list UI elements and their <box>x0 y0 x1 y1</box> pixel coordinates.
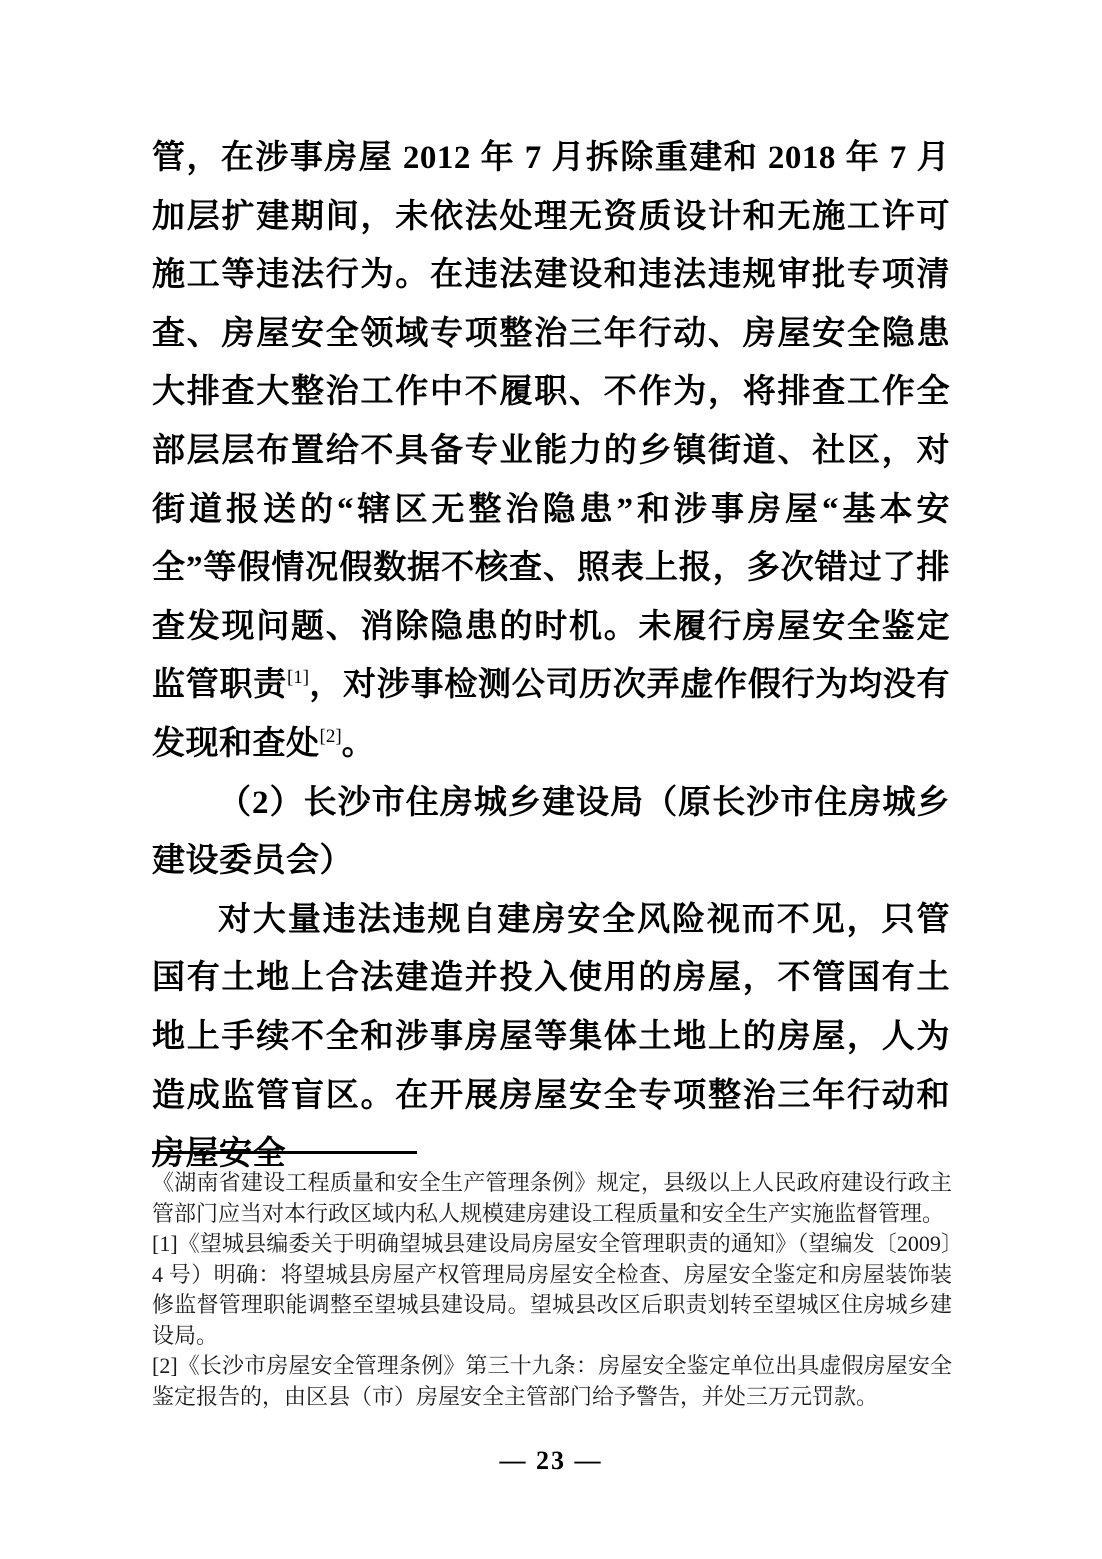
footnote-2 <box>152 1351 952 1412</box>
paragraph-text: 管，在涉事房屋 2012 年 7 月拆除重建和 2018 年 7 月加层扩建期间，未依法处理无资质设计和无施工许可施工等违法行为。在违法建设和违法违规审批专项清查、房屋安全领域专项整治三年行动、房屋安全隐患大排查大整治工作中不履职、不作为，将排查工作全部层层布置给不具备专业能力的乡镇街道、社区，对街道报送的“辖区无整治隐患”和涉事房屋“基本安全”等假情况假数据不核查、照表上报，多次错过了排查发现问题、消除隐患的时机。未履行房屋安全鉴定监管职责 <box>152 140 950 704</box>
page-number: — 23 — <box>499 1446 603 1475</box>
footnote-ref-1: [1] <box>286 667 310 689</box>
paragraph: 对大量违法违规自建房安全风险视而不见，只管国有土地上合法建造并投入使用的房屋，不管国有土地上手续不全和涉事房屋等集体土地上的房屋，人为造成监管盲区。在开展房屋安全专项整治三年行动和房屋安全 <box>152 901 950 1173</box>
footnote-2-marker: [2] <box>152 1353 178 1378</box>
footnote-2-text: 《长沙市房屋安全管理条例》第三十九条：房屋安全鉴定单位出具虚假房屋安全鉴定报告的，由区县（市）房屋安全主管部门给予警告，并处三万元罚款。 <box>152 1353 952 1409</box>
footnote-separator-rule <box>152 1151 417 1154</box>
paragraph-text: 。 <box>341 725 376 762</box>
subsection-heading: （2）长沙市住房城乡建设局（原长沙市住房城乡建设委员会） <box>152 784 950 880</box>
paragraph-text: ，对涉事检测公司历次弄虚作假行为均没有发现和查处 <box>152 667 951 762</box>
footnote-1-text: 《望城县编委关于明确望城县建设局房屋安全管理职责的通知》（望编发〔2009〕4 号）明确：将望城县房屋产权管理局房屋安全检查、房屋安全鉴定和房屋装饰装修监督管理职能调整至望城县建设局。望城县改区后职责划转至望城区住房城乡建设局。 <box>152 1231 952 1348</box>
footnote-1 <box>152 1229 952 1351</box>
footnote-continuation: 《湖南省建设工程质量和安全生产管理条例》规定，县级以上人民政府建设行政主管部门应当对本行政区域内私人规模建房建设工程质量和安全生产实施监督管理。 <box>152 1170 952 1226</box>
paragraph-continuation <box>152 129 950 774</box>
document-body <box>152 129 950 1184</box>
footnote-ref-2: [2] <box>319 725 342 747</box>
footnote-1-marker: [1] <box>152 1231 178 1256</box>
footnote-area <box>152 1151 952 1412</box>
